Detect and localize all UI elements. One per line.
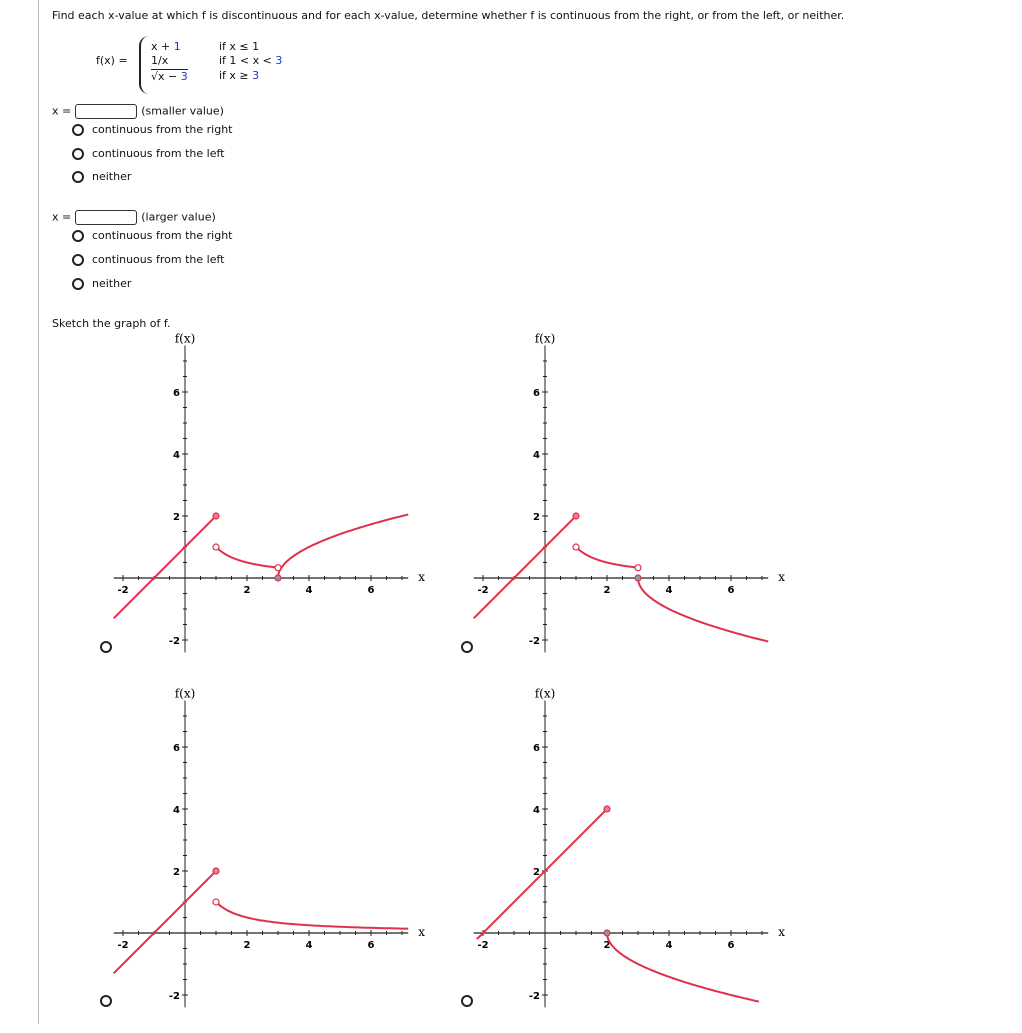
curve-reciprocal — [216, 902, 408, 929]
y-tick-label: 2 — [173, 867, 180, 878]
graph-2 — [465, 318, 815, 678]
curve-linear — [477, 809, 607, 939]
piece-1-expr: x + 1 — [151, 40, 181, 53]
x-tick-label: 6 — [727, 940, 735, 951]
hint: (smaller value) — [141, 104, 224, 118]
graph-2-radio[interactable] — [461, 641, 473, 653]
x-tick-label: 2 — [243, 940, 251, 951]
graph-3-radio[interactable] — [100, 995, 112, 1007]
x-tick-label: 6 — [367, 585, 375, 596]
open-endpoint — [275, 565, 281, 571]
option-cont-right-1[interactable]: continuous from the right — [72, 123, 232, 136]
graph-1 — [105, 318, 455, 678]
part-1-row — [52, 104, 224, 119]
y-axis-label: f(x) — [174, 331, 196, 346]
y-tick-label: -2 — [528, 636, 540, 647]
x-tick-label: 4 — [665, 585, 673, 596]
piece-3-cond: if x ≥ 3 — [219, 69, 260, 82]
y-tick-label: 6 — [173, 388, 180, 399]
y-tick-label: 6 — [173, 743, 180, 754]
y-tick-label: 4 — [533, 450, 540, 461]
larger-x-input[interactable] — [75, 210, 137, 225]
x-tick-label: -2 — [477, 940, 489, 951]
x-tick-label: 4 — [305, 585, 313, 596]
graph-4-radio[interactable] — [461, 995, 473, 1007]
radio-icon[interactable] — [72, 171, 84, 183]
radio-icon[interactable] — [72, 278, 84, 290]
piecewise-brace — [139, 36, 151, 94]
curve-linear — [474, 516, 576, 618]
x-tick-label: -2 — [477, 585, 489, 596]
y-axis-label: f(x) — [534, 331, 556, 346]
graph-1-radio[interactable] — [100, 641, 112, 653]
x-tick-label: 2 — [243, 585, 251, 596]
x-tick-label: 2 — [603, 940, 611, 951]
gray-endpoint — [604, 930, 610, 936]
filled-endpoint — [604, 806, 610, 812]
y-tick-label: 4 — [173, 450, 180, 461]
y-tick-label: 2 — [533, 867, 540, 878]
x-tick-label: 6 — [727, 585, 735, 596]
piece-3-expr: √x − 3 — [151, 70, 188, 83]
radio-icon[interactable] — [72, 124, 84, 136]
piece-1-cond: if x ≤ 1 — [219, 40, 260, 53]
open-endpoint — [635, 565, 641, 571]
page-border — [38, 0, 39, 1024]
open-endpoint — [213, 899, 219, 905]
curve-reciprocal — [216, 547, 278, 568]
x-tick-label: 2 — [603, 585, 611, 596]
y-tick-label: -2 — [168, 991, 180, 1002]
sketch-label: Sketch the graph of f. — [52, 317, 171, 330]
option-cont-left-1[interactable]: continuous from the left — [72, 147, 224, 160]
part-2-row — [52, 210, 216, 225]
function-name: f(x) = — [96, 54, 128, 67]
radio-icon[interactable] — [72, 254, 84, 266]
smaller-x-input[interactable] — [75, 104, 137, 119]
option-neither-2[interactable]: neither — [72, 277, 131, 290]
graph-3 — [105, 673, 455, 1033]
y-tick-label: 2 — [533, 512, 540, 523]
open-endpoint — [213, 544, 219, 550]
curve-linear — [114, 871, 216, 973]
radio-icon[interactable] — [72, 230, 84, 242]
x-axis-label: x — [418, 570, 425, 584]
x-tick-label: 4 — [305, 940, 313, 951]
option-cont-right-2[interactable]: continuous from the right — [72, 229, 232, 242]
x-axis-label: x — [778, 925, 785, 939]
hint: (larger value) — [141, 210, 216, 224]
x-tick-label: 4 — [665, 940, 673, 951]
x-axis-label: x — [778, 570, 785, 584]
curve-sqrt — [278, 515, 408, 579]
open-endpoint — [573, 544, 579, 550]
question-text: Find each x-value at which f is discontinuous and for each x-value, determine whether f is continuous from the right, or from the left, or neither. — [52, 9, 845, 22]
curve-linear — [114, 516, 216, 618]
y-tick-label: 6 — [533, 388, 540, 399]
y-tick-label: 4 — [173, 805, 180, 816]
x-label: x = — [52, 104, 72, 118]
x-tick-label: -2 — [117, 940, 129, 951]
y-tick-label: -2 — [528, 991, 540, 1002]
option-neither-1[interactable]: neither — [72, 170, 131, 183]
curve-reciprocal — [576, 547, 638, 568]
curve-sqrt — [638, 578, 768, 642]
y-axis-label: f(x) — [534, 686, 556, 701]
filled-endpoint — [213, 513, 219, 519]
y-axis-label: f(x) — [174, 686, 196, 701]
curve-sqrt — [607, 933, 759, 1002]
y-tick-label: -2 — [168, 636, 180, 647]
y-tick-label: 2 — [173, 512, 180, 523]
graph-4 — [465, 673, 815, 1033]
option-cont-left-2[interactable]: continuous from the left — [72, 253, 224, 266]
x-tick-label: -2 — [117, 585, 129, 596]
radio-icon[interactable] — [72, 148, 84, 160]
x-tick-label: 6 — [367, 940, 375, 951]
x-label: x = — [52, 210, 72, 224]
x-axis-label: x — [418, 925, 425, 939]
y-tick-label: 6 — [533, 743, 540, 754]
piece-2-expr: 1/x — [151, 54, 169, 67]
filled-endpoint — [573, 513, 579, 519]
filled-endpoint — [213, 868, 219, 874]
gray-endpoint — [635, 575, 641, 581]
gray-endpoint — [275, 575, 281, 581]
y-tick-label: 4 — [533, 805, 540, 816]
piece-2-cond: if 1 < x < 3 — [219, 54, 283, 67]
